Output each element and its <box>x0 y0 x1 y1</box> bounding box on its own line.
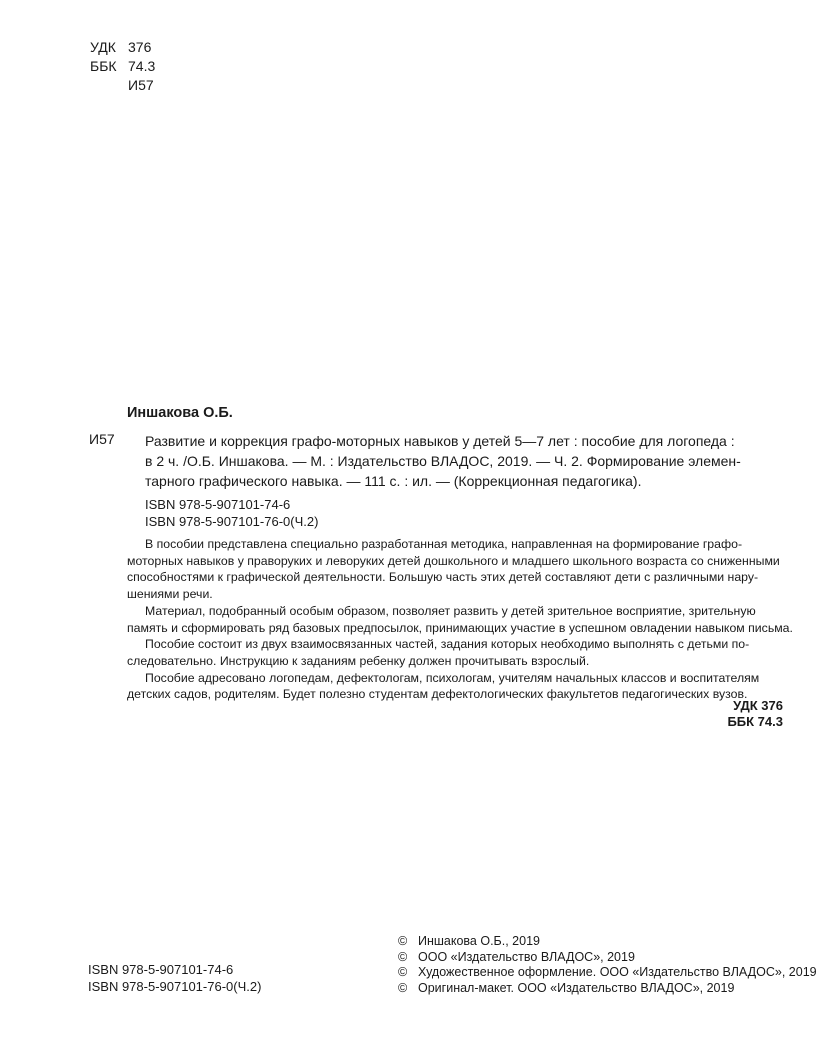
abstract-line: Пособие адресовано логопедам, дефектологам, психологам, учителям начальных классов и воспитателям <box>145 670 760 685</box>
bbk-value: 74.3 <box>128 58 156 74</box>
copyright-text: Художественное оформление. ООО «Издательство ВЛАДОС», 2019 <box>418 965 817 979</box>
udk-row <box>90 38 155 57</box>
copyright-icon: © <box>398 965 408 979</box>
abstract-line: моторных навыков у праворуких и леворуких детей дошкольного и младшего школьного возраста со сниженными <box>127 553 780 568</box>
catalog-author-mark: И57 <box>89 431 115 447</box>
right-udk: УДК 376 <box>733 698 783 713</box>
isbn-line: ISBN 978-5-907101-74-6 <box>145 497 291 512</box>
description-line: Развитие и коррекция графо-моторных навыков у детей 5—7 лет : пособие для логопеда : <box>145 433 735 449</box>
right-bbk: ББК 74.3 <box>727 714 783 729</box>
copyright-block <box>398 934 817 996</box>
description-line: в 2 ч. /О.Б. Иншакова. — М. : Издательство ВЛАДОС, 2019. — Ч. 2. Формирование элемен- <box>145 453 741 469</box>
copyright-text: Оригинал-макет. ООО «Издательство ВЛАДОС», 2019 <box>418 980 735 995</box>
abstract-line: способностями к графической деятельности. Большую часть этих детей составляют дети с различными нару- <box>127 570 759 585</box>
abstract-line: следовательно. Инструкцию к заданиям ребенку должен прочитывать взрослый. <box>127 653 590 668</box>
bbk-row <box>90 57 155 76</box>
copyright-line <box>398 965 817 981</box>
copyright-icon: © <box>398 980 408 995</box>
author-mark-row <box>90 76 155 95</box>
copyright-line <box>398 981 817 997</box>
catalog-isbn <box>145 496 318 530</box>
udk-value: 376 <box>128 39 152 55</box>
isbn-line: ISBN 978-5-907101-76-0(Ч.2) <box>88 979 262 994</box>
catalog-description <box>145 431 785 491</box>
abstract-line: В пособии представлена специально разработанная методика, направленная на формирование графо- <box>145 537 743 551</box>
abstract-line: детских садов, родителям. Будет полезно студентам дефектологических факультетов педагогических вузов. <box>127 687 748 702</box>
abstract-line: Пособие состоит из двух взаимосвязанных частей, задания которых необходимо выполнять с детьми по- <box>145 637 750 652</box>
bbk-label: ББК <box>90 58 117 74</box>
isbn-line: ISBN 978-5-907101-74-6 <box>88 962 234 977</box>
abstract-line: шениями речи. <box>127 587 213 602</box>
abstract <box>127 536 793 703</box>
copyright-line <box>398 934 817 950</box>
copyright-icon: © <box>398 949 408 964</box>
author-mark-value: И57 <box>128 77 154 93</box>
bottom-isbn <box>88 961 261 995</box>
abstract-line: Материал, подобранный особым образом, позволяет развить у детей зрительное восприятие, зрительную <box>145 603 756 618</box>
copyright-text: ООО «Издательство ВЛАДОС», 2019 <box>418 949 635 964</box>
abstract-line: память и сформировать ряд базовых предпосылок, принимающих участие в успешном овладении навыком письма. <box>127 620 793 635</box>
right-classification-codes <box>727 698 783 730</box>
copyright-icon: © <box>398 934 408 948</box>
udk-label: УДК <box>90 39 116 55</box>
copyright-line <box>398 950 817 966</box>
classification-codes <box>90 38 155 95</box>
copyright-text: Иншакова О.Б., 2019 <box>418 934 540 948</box>
author-mark-label <box>90 76 128 95</box>
description-line: тарного графического навыка. — 111 с. : ил. — (Коррекционная педагогика). <box>145 473 642 489</box>
catalog-author: Иншакова О.Б. <box>127 405 233 421</box>
isbn-line: ISBN 978-5-907101-76-0(Ч.2) <box>145 514 319 529</box>
